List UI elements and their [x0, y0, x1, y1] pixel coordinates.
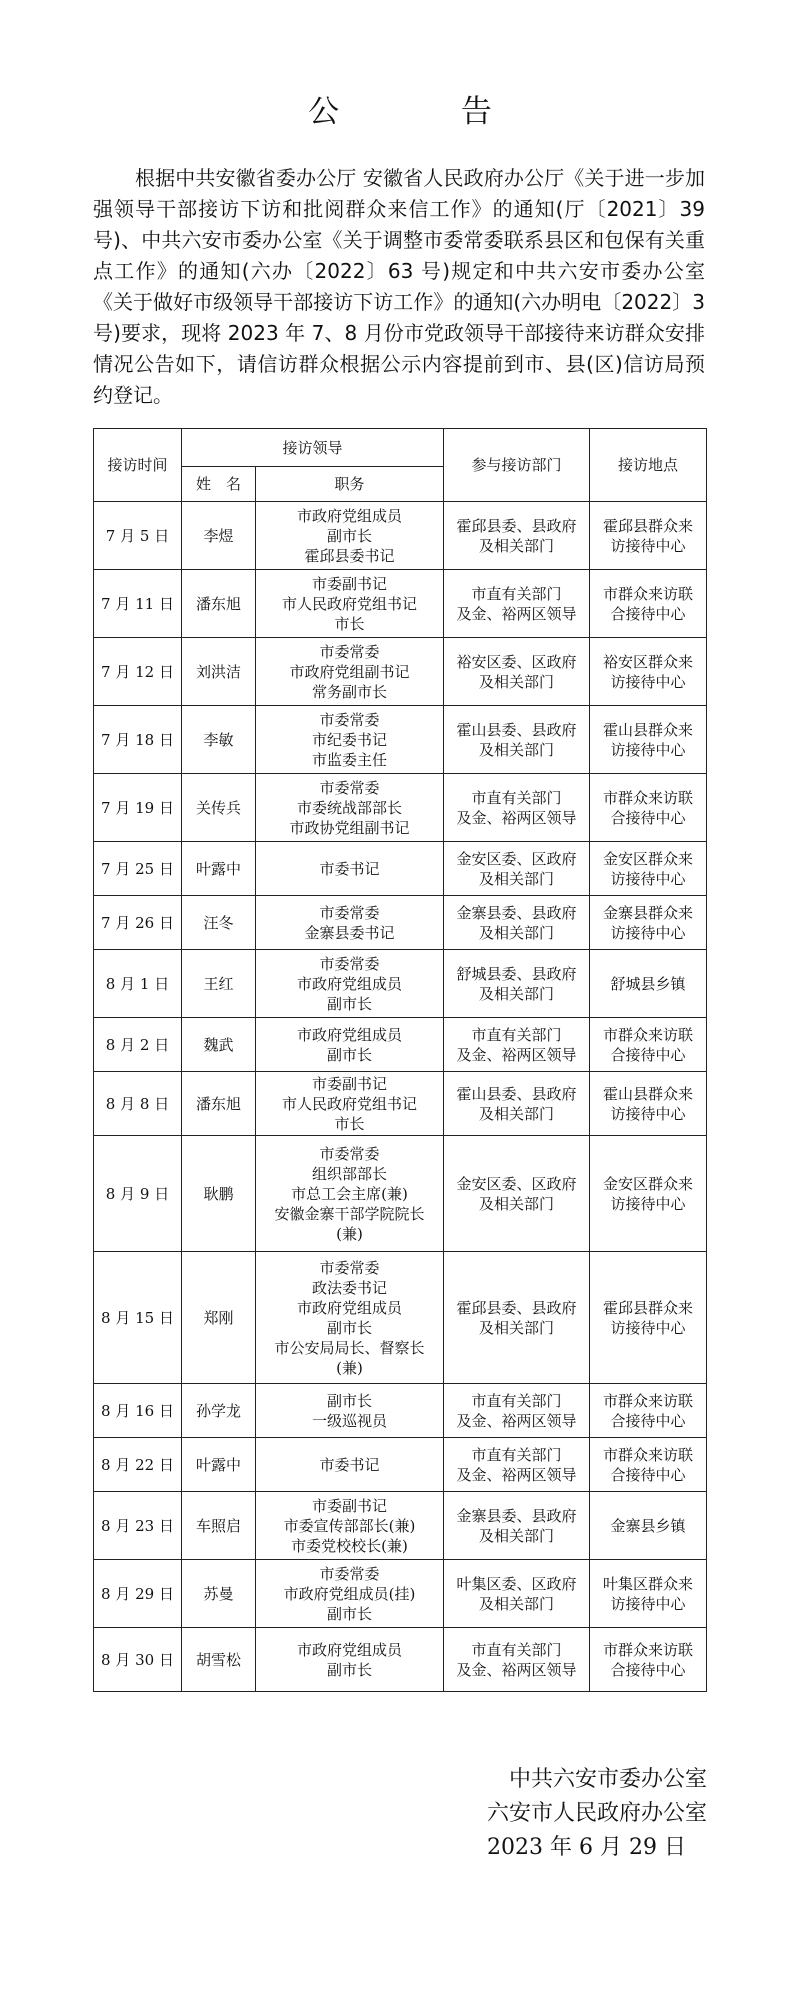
table-row: [94, 706, 707, 774]
cell-dept: 市直有关部门 及金、裕两区领导: [444, 1384, 590, 1438]
cell-name: 胡雪松: [182, 1628, 256, 1692]
cell-position: 市委常委 金寨县委书记: [256, 896, 444, 950]
cell-dept: 霍山县委、县政府 及相关部门: [444, 1072, 590, 1136]
cell-position: 市委常委 市纪委书记 市监委主任: [256, 706, 444, 774]
cell-name: 叶露中: [182, 1438, 256, 1492]
cell-dept: 叶集区委、区政府 及相关部门: [444, 1560, 590, 1628]
header-time: 接访时间: [94, 429, 182, 502]
table-row: [94, 502, 707, 570]
cell-dept: 霍邱县委、县政府 及相关部门: [444, 1252, 590, 1384]
cell-place: 金安区群众来 访接待中心: [590, 842, 707, 896]
cell-date: 8 月 16 日: [94, 1384, 182, 1438]
cell-date: 8 月 23 日: [94, 1492, 182, 1560]
cell-position: 市委常委 组织部部长 市总工会主席(兼) 安徽金寨干部学院院长 (兼): [256, 1136, 444, 1252]
cell-name: 车照启: [182, 1492, 256, 1560]
cell-position: 市委书记: [256, 842, 444, 896]
cell-name: 王红: [182, 950, 256, 1018]
cell-date: 7 月 11 日: [94, 570, 182, 638]
cell-place: 市群众来访联 合接待中心: [590, 1628, 707, 1692]
announcement-body: 根据中共安徽省委办公厅 安徽省人民政府办公厅《关于进一步加强领导干部接访下访和批阅群众来信工作》的通知(厅〔2021〕39 号)、中共六安市委办公室《关于调整市委常委联系县区和包保有关重点工作》的通知(六办〔2022〕63 号)规定和中共六安市委办公室《关于做好市级领导干部接访下访工作》的通知(六办明电〔2022〕3 号)要求，现将 2023 年 7、8 月份市党政领导干部接待来访群众安排情况公告如下，请信访群众根据公示内容提前到市、县(区)信访局预约登记。: [93, 166, 705, 407]
cell-dept: 裕安区委、区政府 及相关部门: [444, 638, 590, 706]
signature-date: 2023 年 6 月 29 日: [487, 1835, 686, 1860]
cell-place: 叶集区群众来 访接待中心: [590, 1560, 707, 1628]
cell-place: 金安区群众来 访接待中心: [590, 1136, 707, 1252]
cell-name: 魏武: [182, 1018, 256, 1072]
cell-name: 孙学龙: [182, 1384, 256, 1438]
cell-name: 刘洪洁: [182, 638, 256, 706]
cell-position: 市委常委 市政府党组成员(挂) 副市长: [256, 1560, 444, 1628]
table-row: [94, 638, 707, 706]
cell-date: 8 月 9 日: [94, 1136, 182, 1252]
cell-date: 8 月 30 日: [94, 1628, 182, 1692]
cell-place: 霍山县群众来 访接待中心: [590, 706, 707, 774]
cell-dept: 市直有关部门 及金、裕两区领导: [444, 1438, 590, 1492]
cell-name: 关传兵: [182, 774, 256, 842]
cell-place: 金寨县群众来 访接待中心: [590, 896, 707, 950]
cell-position: 市委常委 政法委书记 市政府党组成员 副市长 市公安局局长、督察长 (兼): [256, 1252, 444, 1384]
cell-dept: 金安区委、区政府 及相关部门: [444, 1136, 590, 1252]
cell-dept: 霍山县委、县政府 及相关部门: [444, 706, 590, 774]
cell-place: 霍邱县群众来 访接待中心: [590, 502, 707, 570]
cell-name: 苏曼: [182, 1560, 256, 1628]
cell-name: 潘东旭: [182, 570, 256, 638]
cell-position: 副市长 一级巡视员: [256, 1384, 444, 1438]
signature-org-1: 中共六安市委办公室: [508, 1767, 707, 1792]
cell-position: 市政府党组成员 副市长: [256, 1628, 444, 1692]
cell-date: 7 月 19 日: [94, 774, 182, 842]
cell-place: 霍山县群众来 访接待中心: [590, 1072, 707, 1136]
table-row: [94, 1492, 707, 1560]
cell-name: 李敏: [182, 706, 256, 774]
cell-place: 市群众来访联 合接待中心: [590, 774, 707, 842]
table-row: [94, 1018, 707, 1072]
header-position: 职务: [256, 467, 444, 502]
table-row: [94, 570, 707, 638]
cell-date: 7 月 12 日: [94, 638, 182, 706]
cell-name: 潘东旭: [182, 1072, 256, 1136]
table-row: [94, 774, 707, 842]
table-row: [94, 950, 707, 1018]
table-row: [94, 1560, 707, 1628]
header-dept: 参与接访部门: [444, 429, 590, 502]
cell-position: 市委常委 市政府党组成员 副市长: [256, 950, 444, 1018]
cell-date: 7 月 26 日: [94, 896, 182, 950]
cell-position: 市委常委 市政府党组副书记 常务副市长: [256, 638, 444, 706]
cell-place: 市群众来访联 合接待中心: [590, 570, 707, 638]
schedule-body: [94, 502, 707, 1692]
cell-dept: 金寨县委、县政府 及相关部门: [444, 896, 590, 950]
table-row: [94, 896, 707, 950]
announcement-title: 公 告: [308, 94, 548, 130]
cell-place: 裕安区群众来 访接待中心: [590, 638, 707, 706]
cell-name: 耿鹏: [182, 1136, 256, 1252]
table-row: [94, 1384, 707, 1438]
cell-position: 市委常委 市委统战部部长 市政协党组副书记: [256, 774, 444, 842]
cell-date: 7 月 5 日: [94, 502, 182, 570]
cell-name: 叶露中: [182, 842, 256, 896]
schedule-table: [93, 428, 707, 1692]
cell-name: 郑刚: [182, 1252, 256, 1384]
cell-date: 7 月 18 日: [94, 706, 182, 774]
cell-date: 8 月 22 日: [94, 1438, 182, 1492]
cell-dept: 市直有关部门 及金、裕两区领导: [444, 570, 590, 638]
cell-place: 霍邱县群众来 访接待中心: [590, 1252, 707, 1384]
cell-date: 7 月 25 日: [94, 842, 182, 896]
cell-place: 市群众来访联 合接待中心: [590, 1384, 707, 1438]
cell-date: 8 月 2 日: [94, 1018, 182, 1072]
table-row: [94, 1072, 707, 1136]
cell-position: 市政府党组成员 副市长: [256, 1018, 444, 1072]
cell-date: 8 月 8 日: [94, 1072, 182, 1136]
signature-org-2: 六安市人民政府办公室: [486, 1801, 707, 1826]
cell-position: 市委书记: [256, 1438, 444, 1492]
cell-position: 市委副书记 市委宣传部部长(兼) 市委党校校长(兼): [256, 1492, 444, 1560]
table-row: [94, 1136, 707, 1252]
cell-position: 市政府党组成员 副市长 霍邱县委书记: [256, 502, 444, 570]
header-leader: 接访领导: [182, 429, 444, 467]
cell-dept: 金安区委、区政府 及相关部门: [444, 842, 590, 896]
cell-date: 8 月 29 日: [94, 1560, 182, 1628]
header-place: 接访地点: [590, 429, 707, 502]
cell-name: 李煜: [182, 502, 256, 570]
cell-dept: 金寨县委、县政府 及相关部门: [444, 1492, 590, 1560]
header-name: 姓 名: [182, 467, 256, 502]
cell-place: 金寨县乡镇: [590, 1492, 707, 1560]
cell-date: 8 月 15 日: [94, 1252, 182, 1384]
table-row: [94, 842, 707, 896]
table-row: [94, 1252, 707, 1384]
cell-position: 市委副书记 市人民政府党组书记 市长: [256, 570, 444, 638]
cell-position: 市委副书记 市人民政府党组书记 市长: [256, 1072, 444, 1136]
cell-dept: 市直有关部门 及金、裕两区领导: [444, 1628, 590, 1692]
table-row: [94, 1628, 707, 1692]
table-row: [94, 1438, 707, 1492]
cell-place: 市群众来访联 合接待中心: [590, 1018, 707, 1072]
cell-name: 汪冬: [182, 896, 256, 950]
cell-place: 舒城县乡镇: [590, 950, 707, 1018]
cell-date: 8 月 1 日: [94, 950, 182, 1018]
cell-dept: 市直有关部门 及金、裕两区领导: [444, 774, 590, 842]
cell-dept: 市直有关部门 及金、裕两区领导: [444, 1018, 590, 1072]
cell-dept: 霍邱县委、县政府 及相关部门: [444, 502, 590, 570]
cell-place: 市群众来访联 合接待中心: [590, 1438, 707, 1492]
cell-dept: 舒城县委、县政府 及相关部门: [444, 950, 590, 1018]
